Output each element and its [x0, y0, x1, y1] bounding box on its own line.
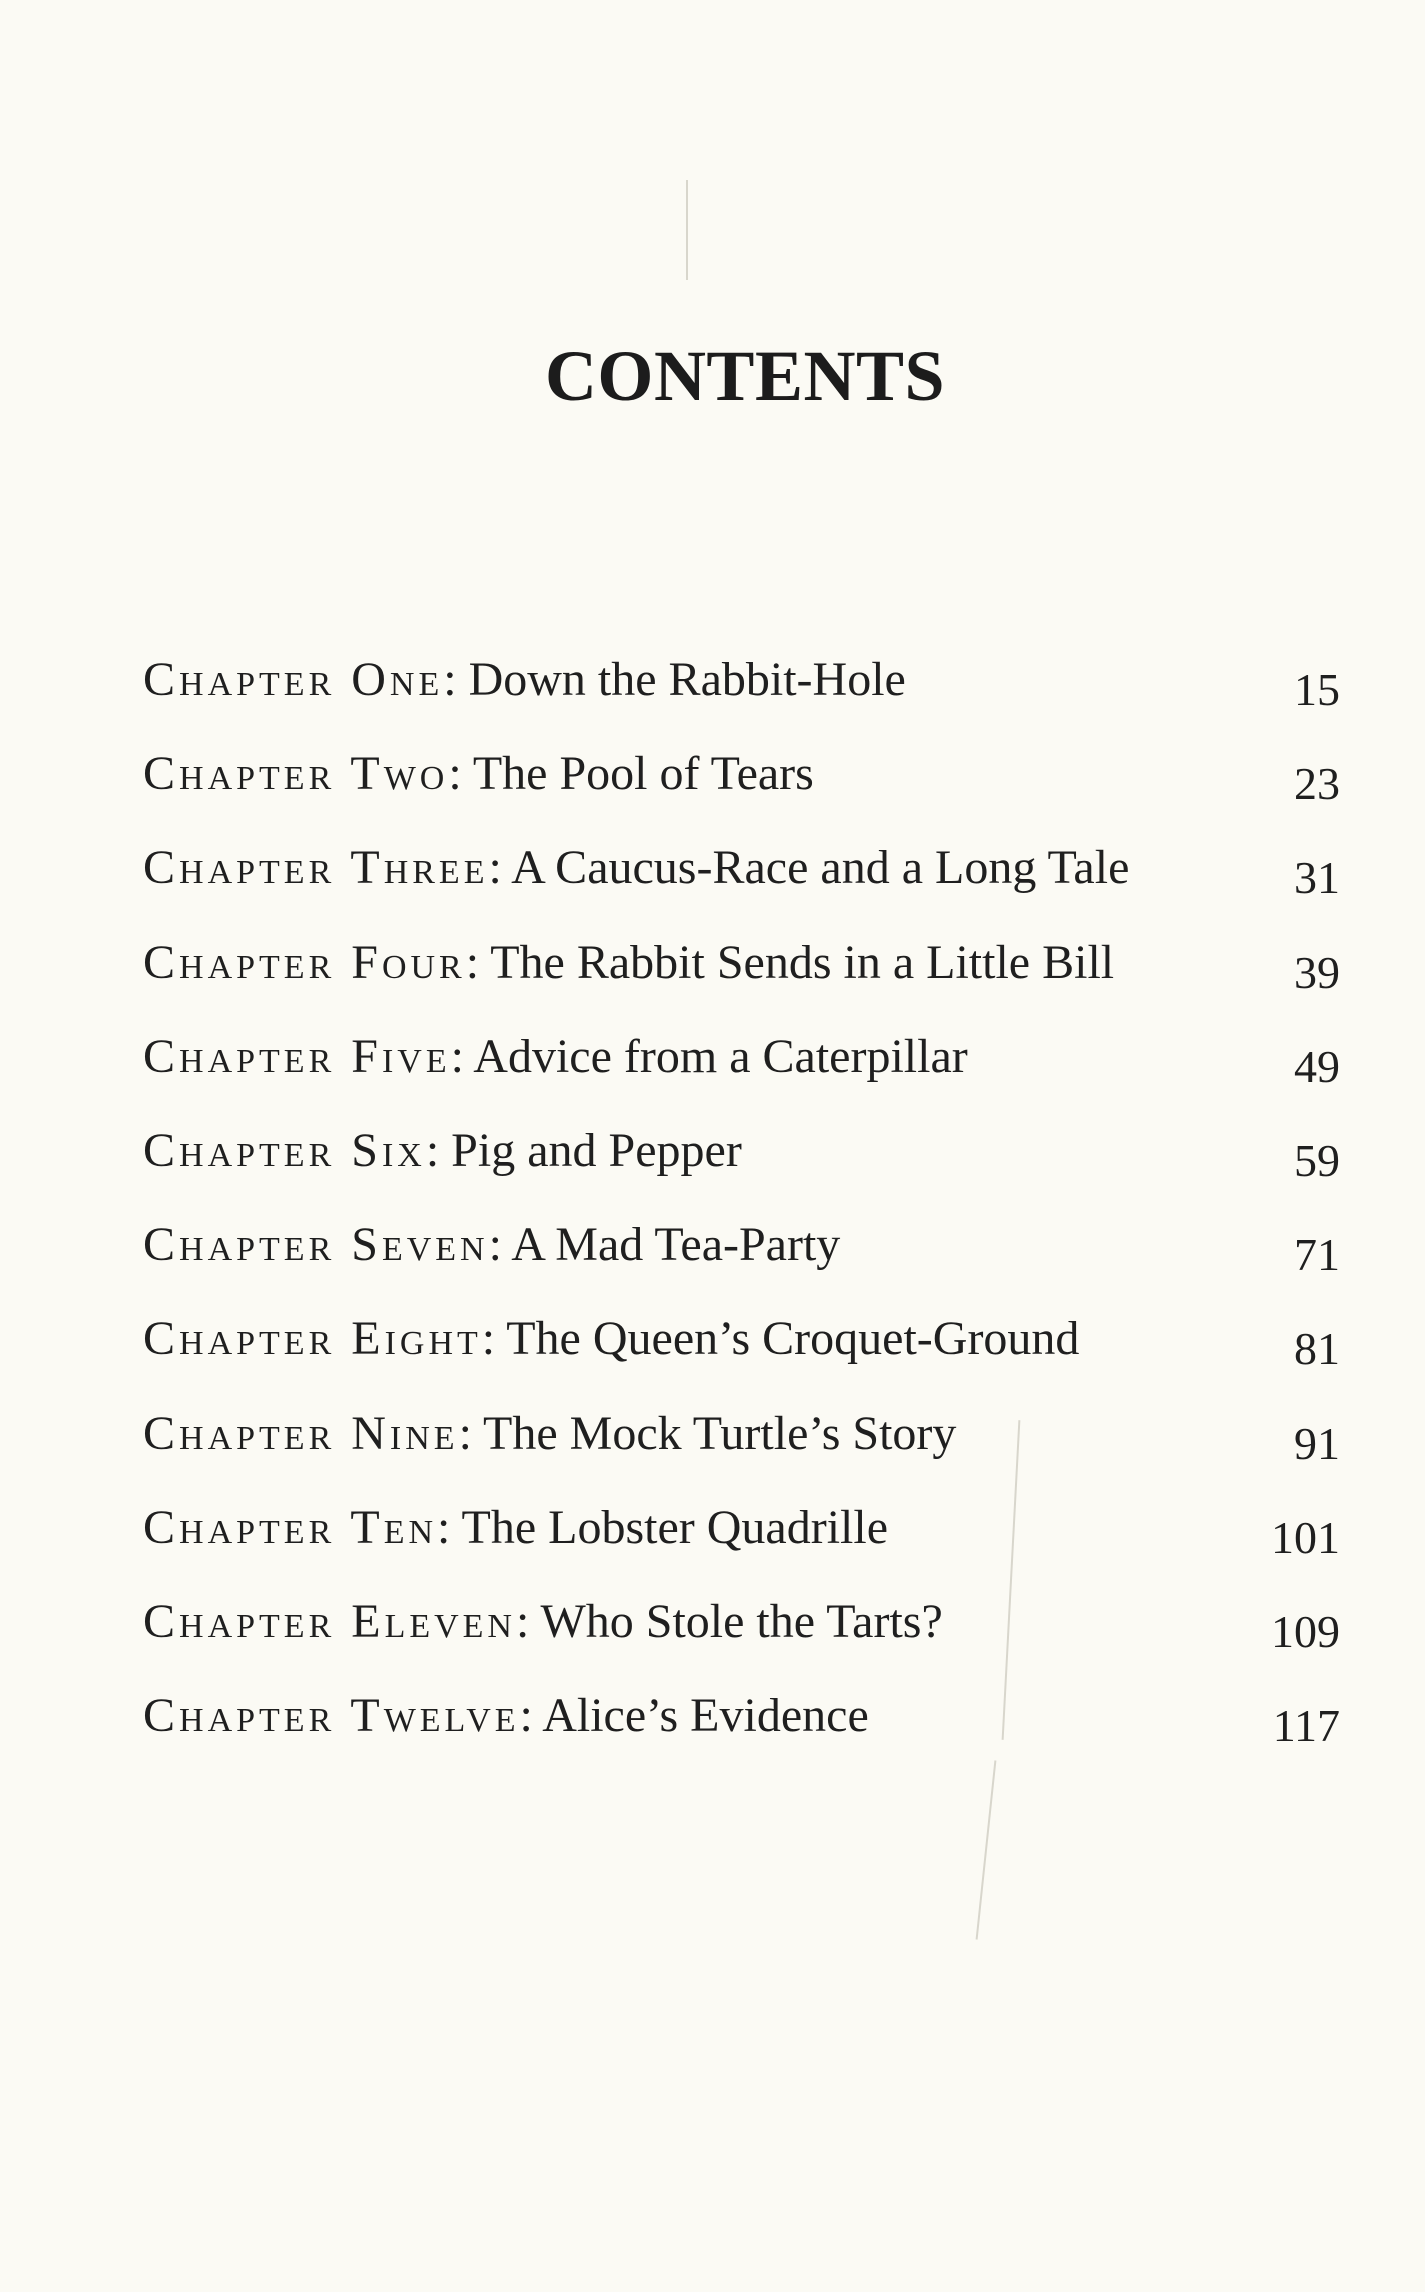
toc-entry [143, 1582, 1340, 1676]
toc-entry-text: Chapter Four: The Rabbit Sends in a Little Bill [143, 935, 1115, 989]
chapter-label: Chapter Eight [143, 1312, 482, 1366]
chapter-label: Chapter Three [143, 841, 489, 895]
chapter-title: The Lobster Quadrille [461, 1500, 889, 1554]
page-number: 23 [1294, 758, 1340, 810]
chapter-title: Down the Rabbit-Hole [468, 653, 906, 706]
toc-entry [143, 640, 1340, 734]
chapter-title: Pig and Pepper [451, 1123, 742, 1177]
chapter-title: Advice from a Caterpillar [473, 1029, 968, 1083]
toc-entry-text: Chapter Ten: The Lobster Quadrille [143, 1500, 889, 1554]
toc-entry [143, 1111, 1340, 1205]
toc-entry-text: Chapter Five: Advice from a Caterpillar [143, 1029, 968, 1083]
chapter-title: The Pool of Tears [472, 747, 814, 801]
page-number: 91 [1294, 1417, 1340, 1469]
toc-entry [143, 734, 1340, 828]
chapter-title: Alice’s Evidence [542, 1689, 869, 1743]
chapter-title: Who Stole the Tarts? [540, 1594, 943, 1648]
chapter-label: Chapter Five [143, 1029, 451, 1083]
toc-entry-text: Chapter Six: Pig and Pepper [143, 1123, 742, 1177]
chapter-label: Chapter One [143, 653, 444, 706]
toc-entry-text: Chapter Twelve: Alice’s Evidence [143, 1689, 869, 1743]
page-title: CONTENTS [544, 336, 946, 416]
page-number: 109 [1271, 1605, 1340, 1657]
page-number: 101 [1271, 1511, 1340, 1563]
chapter-title: A Mad Tea-Party [511, 1218, 841, 1272]
page-number: 59 [1294, 1134, 1340, 1186]
chapter-title: The Queen’s Croquet-Ground [506, 1312, 1080, 1366]
toc-entry-text: Chapter Nine: The Mock Turtle’s Story [143, 1406, 957, 1460]
toc-entry-text: Chapter Eight: The Queen’s Croquet-Ground [143, 1312, 1080, 1366]
table-of-contents [143, 640, 1340, 1770]
chapter-label: Chapter Nine [143, 1406, 459, 1460]
toc-entry-text: Chapter Seven: A Mad Tea-Party [143, 1218, 841, 1272]
toc-entry-text: Chapter One: Down the Rabbit-Hole [143, 653, 906, 706]
toc-entry [143, 923, 1340, 1017]
toc-entry [143, 828, 1340, 922]
toc-entry-text: Chapter Three: A Caucus-Race and a Long Tale [143, 841, 1130, 895]
chapter-label: Chapter Four [143, 935, 466, 989]
toc-entry-text: Chapter Two: The Pool of Tears [143, 747, 814, 801]
page-number: 15 [1294, 664, 1340, 715]
page-number: 71 [1294, 1229, 1340, 1281]
toc-entry [143, 1488, 1340, 1582]
page-number: 39 [1294, 946, 1340, 998]
toc-entry [143, 1299, 1340, 1393]
toc-entry [143, 1394, 1340, 1488]
chapter-label: Chapter Seven [143, 1218, 489, 1272]
chapter-label: Chapter Twelve [143, 1689, 520, 1743]
chapter-title: A Caucus-Race and a Long Tale [511, 841, 1130, 895]
toc-entry [143, 1017, 1340, 1111]
page-number: 81 [1294, 1323, 1340, 1375]
chapter-label: Chapter Six [143, 1123, 426, 1177]
toc-entry [143, 1205, 1340, 1299]
toc-entry-text: Chapter Eleven: Who Stole the Tarts? [143, 1594, 943, 1648]
chapter-label: Chapter Ten [143, 1500, 438, 1554]
toc-entry [143, 1676, 1340, 1770]
page-number: 117 [1272, 1700, 1340, 1752]
chapter-label: Chapter Eleven [143, 1594, 516, 1648]
page-number: 31 [1294, 852, 1340, 904]
chapter-title: The Mock Turtle’s Story [483, 1406, 957, 1460]
paper-crease-mark [976, 1760, 997, 1939]
paper-crease-mark [686, 180, 688, 280]
chapter-label: Chapter Two [143, 747, 449, 801]
chapter-title: The Rabbit Sends in a Little Bill [490, 935, 1115, 989]
page-number: 49 [1294, 1040, 1340, 1092]
